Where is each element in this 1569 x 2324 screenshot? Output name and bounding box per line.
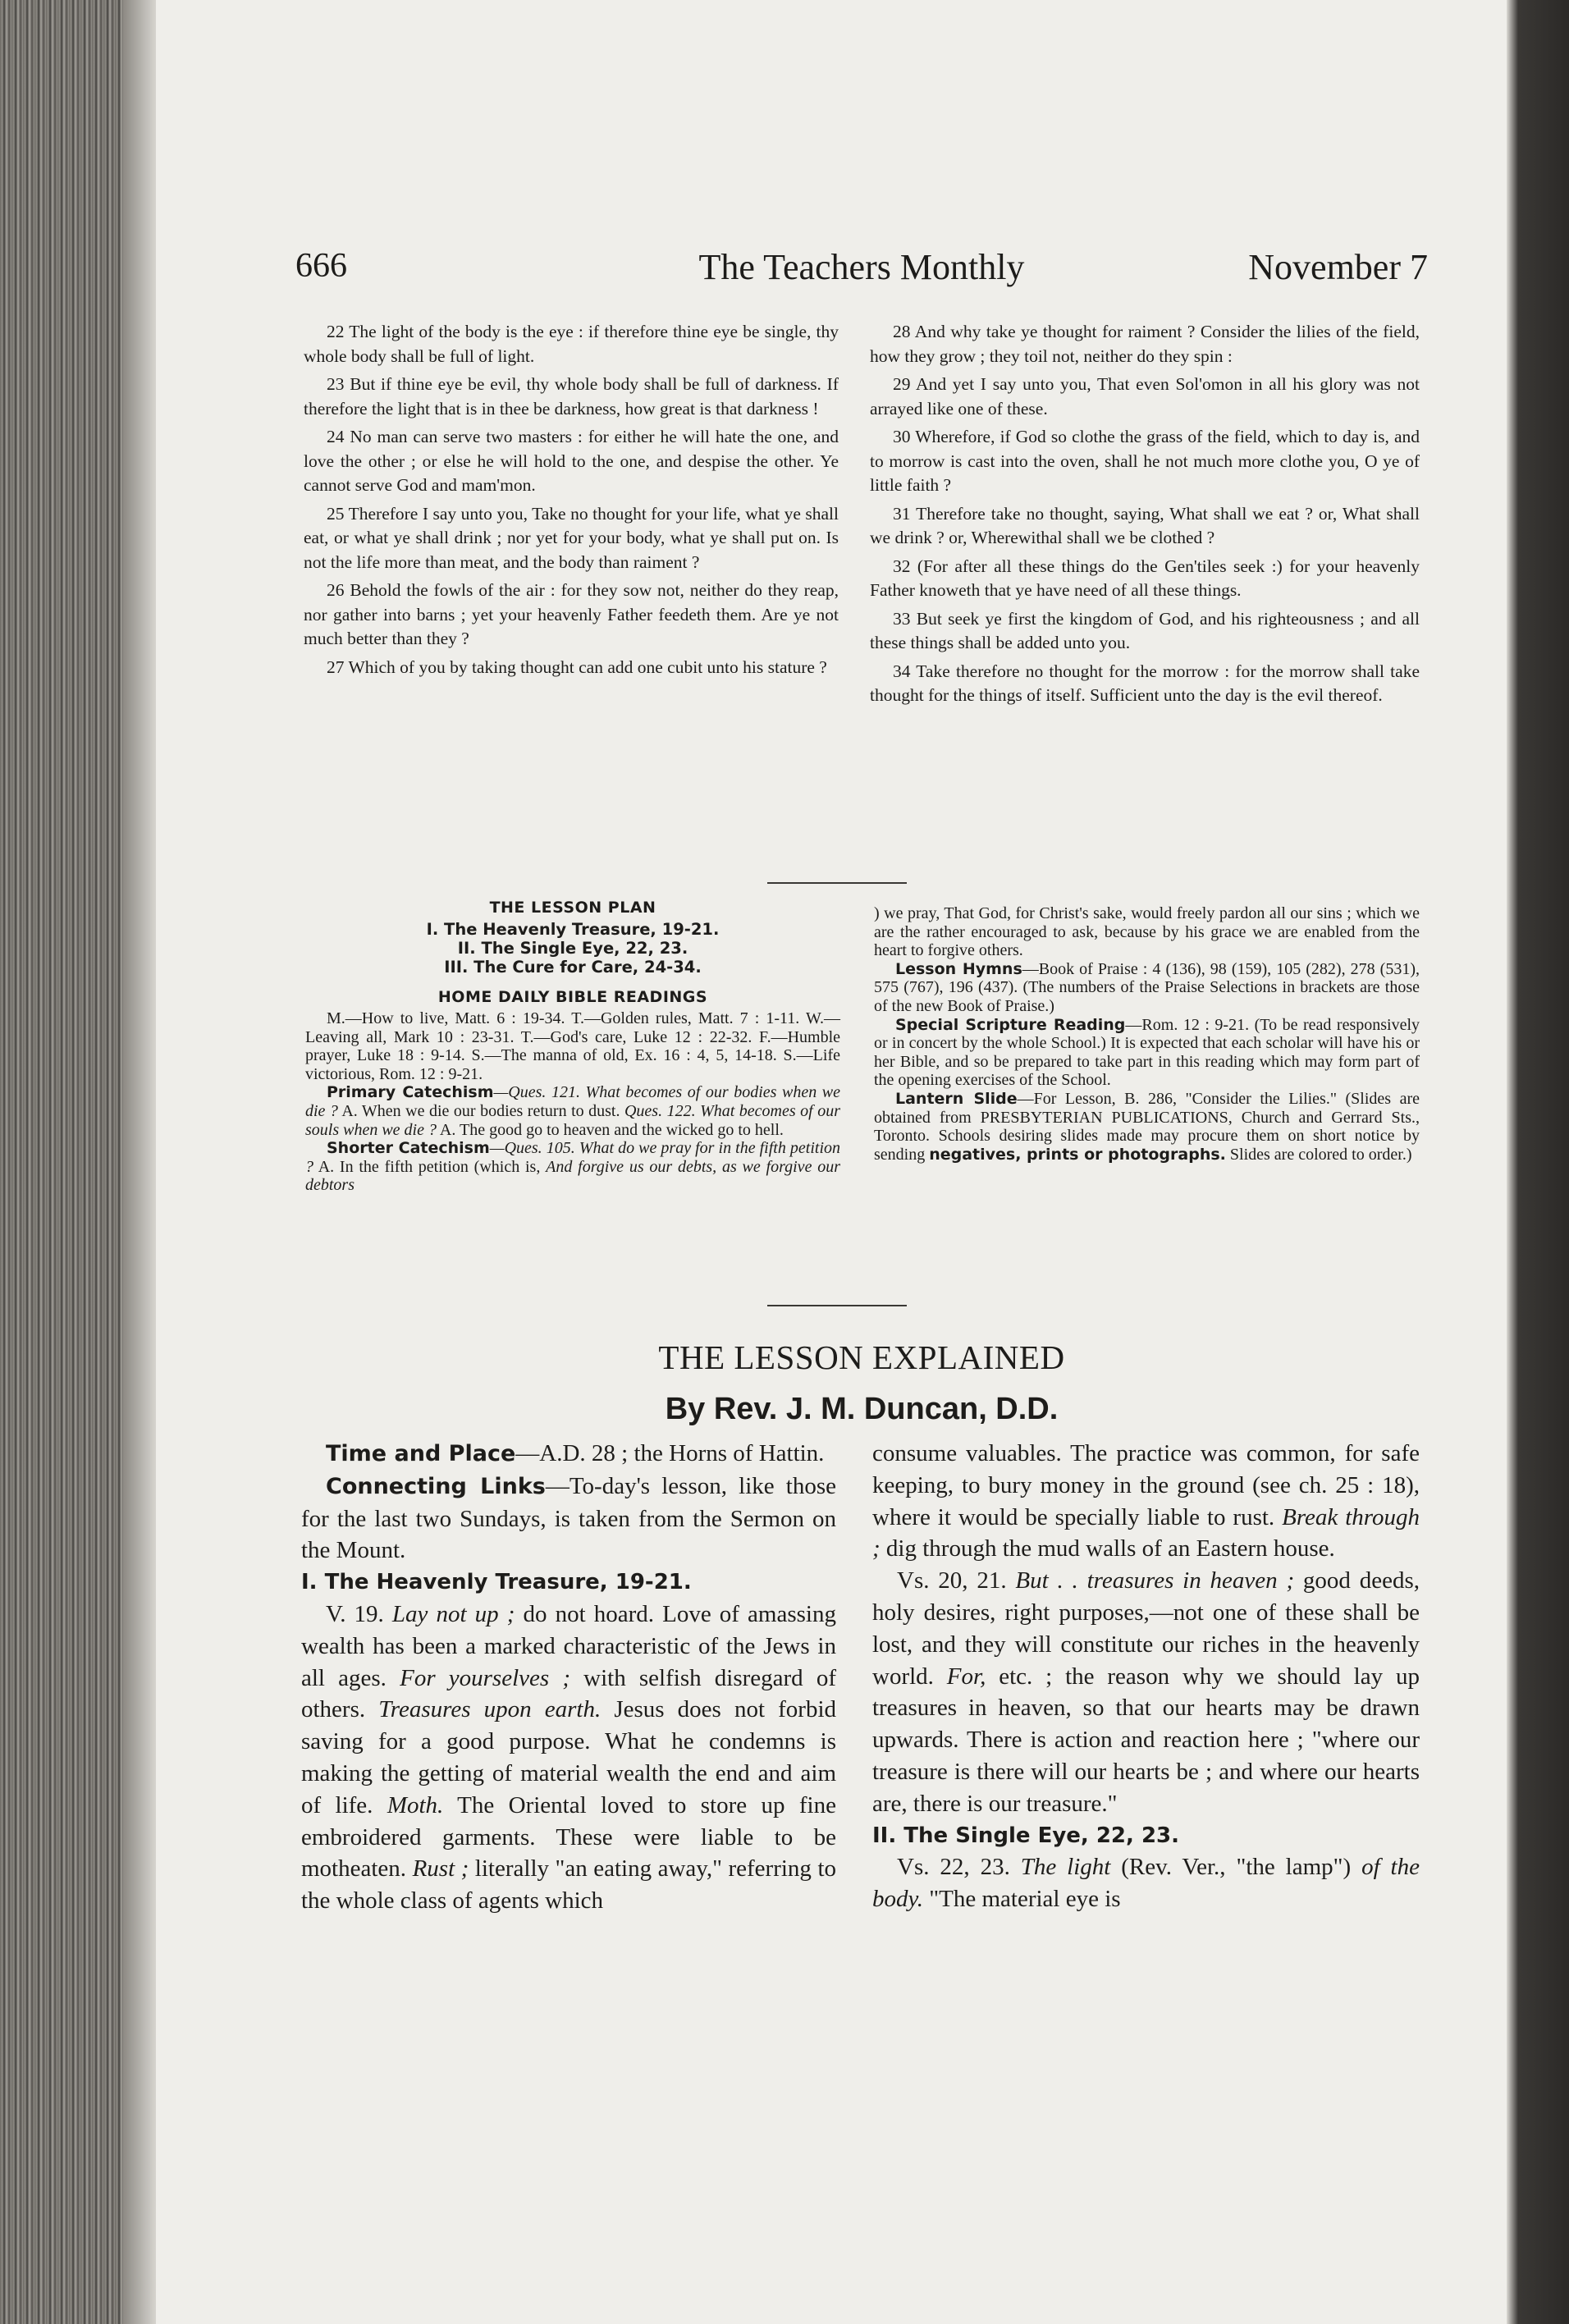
lantern-slide-bold: negatives, prints or photographs.	[929, 1145, 1226, 1164]
v19-quote-2: For yourselves ;	[400, 1664, 570, 1691]
connecting-links-text: —To-day's lesson, like those for the last two Sundays, is taken from the Sermon on the Mount.	[301, 1472, 836, 1564]
lesson-hymns	[874, 960, 1420, 1016]
v19-ref: V. 19.	[326, 1600, 392, 1627]
verse-34: 34 Take therefore no thought for the morrow : for the morrow shall take thought for the things of itself. Sufficient unto the day is the evil thereof.	[870, 661, 1420, 705]
lesson-plan-item-2: II. The Single Eye, 22, 23.	[457, 939, 688, 958]
shorter-catechism-continued: ) we pray, That God, for Christ's sake, would freely pardon all our sins ; which we are the rather encouraged to ask, because by his grace we are enabled from the heart to forgive others.	[874, 904, 1420, 960]
vs2223-quote-1: The light	[1020, 1854, 1111, 1881]
verse-30: 30 Wherefore, if God so clothe the grass of the field, which to day is, and to morrow is cast into the oven, shall he not much more clothe you, O ye of little faith ?	[870, 427, 1420, 495]
explanation-column-left	[301, 1438, 836, 1917]
issue-month: November 7	[1248, 247, 1428, 287]
time-place-text: —A.D. 28 ; the Horns of Hattin.	[515, 1440, 825, 1466]
verse-26: 26 Behold the fowls of the air : for they sow not, neither do they reap, nor gather into barns ; yet your heavenly Father feedeth them. Are ye not much better than they ?	[304, 580, 839, 648]
daily-readings-text: M.—How to live, Matt. 6 : 19-34. T.—Golden rules, Matt. 7 : 1-11. W.—Leaving all, Mark 10 : 23-31. T.—God's care, Luke 12 : 22-32. F.—Humble prayer, Luke 18 : 9-14. S.—The manna of old, Ex. 16 : 4, 5, 14-18. S.—Life victorious, Rom. 12 : 9-21.	[305, 1009, 840, 1083]
vs2223-ref: Vs. 22, 23.	[897, 1854, 1021, 1881]
daily-readings-heading: HOME DAILY BIBLE READINGS	[437, 988, 708, 1006]
v19-text-4: The Oriental loved to store up fine embroidered garments. These were liable to be motheaten.	[301, 1791, 836, 1883]
lesson-explained-author: By Rev. J. M. Duncan, D.D.	[665, 1392, 1059, 1426]
verse-33: 33 But seek ye first the kingdom of God, and his righteousness ; and all these things shall be added unto you.	[870, 608, 1420, 652]
lantern-slide-text-a: —For Lesson, B. 286, "Consider the Lilies." (Slides are obtained from	[874, 1089, 1420, 1127]
vs2021-text-1: good deeds, holy desires, right purposes,—not one of these shall be lost, and they will constitute our riches in the heavenly world.	[872, 1567, 1420, 1690]
scripture-column-right	[870, 320, 1420, 712]
primary-catechism	[305, 1083, 840, 1139]
v19-quote-5: Rust ;	[412, 1855, 469, 1883]
primary-catechism-a2: A. The good go to heaven and the wicked go to hell.	[439, 1120, 784, 1139]
verses-22-23-commentary	[872, 1851, 1420, 1915]
shorter-catechism-a-intro: A. In the fifth petition (which is,	[318, 1157, 541, 1176]
time-and-place	[301, 1438, 836, 1471]
v19-quote-3: Treasures upon earth.	[378, 1696, 602, 1723]
lantern-slide-text-b: , Church and Gerrard Sts., Toronto. Schools desiring slides made may procure them on short notice by sending	[874, 1108, 1420, 1164]
shorter-catechism-q: What do we pray for in the fifth petition ?	[305, 1139, 841, 1176]
vs2223-quote-2: of the body.	[872, 1854, 1420, 1913]
primary-catechism-q1-label: —Ques. 121.	[493, 1083, 580, 1102]
shorter-catechism-a-quote: And forgive us our debts, as we forgive our debtors	[305, 1157, 841, 1195]
section-heading-1: I. The Heavenly Treasure, 19-21.	[301, 1570, 692, 1595]
shorter-catechism	[305, 1139, 840, 1195]
vs2021-quote-2: For,	[946, 1663, 986, 1690]
shorter-catechism-label: Shorter Catechism	[327, 1139, 490, 1158]
verse-22: 22 The light of the body is the eye : if therefore thine eye be single, thy whole body shall be full of light.	[304, 322, 839, 366]
special-scripture-reading	[874, 1016, 1420, 1090]
verse-27: 27 Which of you by taking thought can add one cubit unto his stature ?	[327, 656, 827, 677]
lesson-plan-item-1: I. The Heavenly Treasure, 19-21.	[426, 920, 720, 939]
lesson-plan-column	[305, 899, 840, 1195]
v19-quote-1: Lay not up ;	[391, 1600, 515, 1627]
v19-cont-text-1: consume valuables. The practice was common, for safe keeping, to bury money in the ground (see ch. 25 : 18), where it would be specially liable to rust.	[872, 1440, 1420, 1530]
v19-text-2: with selfish disregard of others.	[301, 1664, 836, 1723]
running-head	[295, 246, 1428, 295]
facing-page-edge	[1507, 0, 1569, 2324]
vs2223-text-2: "The material eye is	[923, 1886, 1121, 1913]
lantern-slide	[874, 1090, 1420, 1164]
primary-catechism-q2-label: Ques. 122.	[624, 1101, 696, 1120]
primary-catechism-q1: What becomes of our bodies when we die ?	[305, 1083, 840, 1120]
book-spine-edge	[0, 0, 123, 2324]
v19-text-1: do not hoard. Love of amassing wealth has been a marked characteristic of the Jews in all ages.	[301, 1600, 836, 1691]
verse-25: 25 Therefore I say unto you, Take no thought for your life, what ye shall eat, or what ye shall drink ; nor yet for your body, what ye shall put on. Is not the life more than meat, and the body than raiment ?	[304, 503, 839, 572]
verse-28: 28 And why take ye thought for raiment ? Consider the lilies of the field, how they grow ; they toil not, neither do they spin :	[870, 322, 1420, 366]
explanation-column-right	[872, 1438, 1420, 1915]
verse-29: 29 And yet I say unto you, That even Sol'omon in all his glory was not arrayed like one of these.	[870, 374, 1420, 419]
lesson-plan-heading: THE LESSON PLAN	[489, 899, 656, 917]
verse-31: 31 Therefore take no thought, saying, What shall we eat ? or, What shall we drink ? or, Wherewithal shall we be clothed ?	[870, 503, 1420, 547]
verse-24: 24 No man can serve two masters : for either he will hate the one, and love the other ; or else he will hold to the one, and despise the other. Ye cannot serve God and mam'mon.	[304, 427, 839, 495]
verse-19-commentary-continued	[872, 1438, 1420, 1565]
lesson-hymns-label: Lesson Hymns	[895, 959, 1022, 978]
special-reading-label: Special Scripture Reading	[895, 1015, 1126, 1034]
scripture-column-left	[304, 320, 839, 684]
lantern-slide-publisher: PRESBYTERIAN PUBLICATIONS	[980, 1108, 1228, 1127]
v19-text-5: literally "an eating away," referring to the whole class of agents which	[301, 1855, 836, 1915]
page-gutter	[123, 0, 156, 2324]
vs2223-text-1: (Rev. Ver., "the lamp")	[1110, 1854, 1362, 1881]
primary-catechism-q2: What becomes of our souls when we die ?	[305, 1101, 840, 1139]
v19-cont-quote: Break through ;	[872, 1503, 1420, 1562]
verses-20-21-commentary	[872, 1565, 1420, 1819]
primary-catechism-a1: A. When we die our bodies return to dust.	[341, 1101, 620, 1120]
verse-23: 23 But if thine eye be evil, thy whole body shall be full of darkness. If therefore the light that is in thee be darkness, how great is that darkness !	[304, 374, 839, 419]
lesson-notes-column	[874, 904, 1420, 1164]
connecting-links-label: Connecting Links	[326, 1473, 546, 1499]
divider-rule	[767, 882, 907, 884]
v19-text-3: Jesus does not forbid saving for a good purpose. What he condemns is making the getting of material wealth the end and aim of life.	[301, 1696, 836, 1818]
primary-catechism-label: Primary Catechism	[327, 1083, 494, 1102]
lesson-explained-title: THE LESSON EXPLAINED	[658, 1338, 1065, 1376]
vs2021-ref: Vs. 20, 21.	[897, 1567, 1016, 1594]
verse-32: 32 (For after all these things do the Gen'tiles seek :) for your heavenly Father knoweth that ye have need of all these things.	[870, 556, 1420, 600]
lantern-slide-label: Lantern Slide	[895, 1089, 1018, 1108]
divider-rule	[767, 1305, 907, 1306]
v19-cont-text-2: dig through the mud walls of an Eastern house.	[880, 1535, 1335, 1562]
shorter-catechism-q-label: —Ques. 105.	[489, 1139, 575, 1158]
special-reading-text: —Rom. 12 : 9-21. (To be read responsively or in concert by the whole School.) It is expected that each scholar will have his or her Bible, and so be prepared to take part in this reading which may form part of the opening exercises of the School.	[874, 1015, 1420, 1090]
connecting-links	[301, 1471, 836, 1567]
time-place-label: Time and Place	[326, 1441, 516, 1466]
page-number: 666	[295, 247, 347, 285]
lantern-slide-text-c: Slides are colored to order.)	[1225, 1145, 1412, 1164]
vs2021-text-2: etc. ; the reason why we should lay up treasures in heaven, so that our hearts may be drawn upwards. There is action and reaction here ; "where our treasure is there will our hearts be ; and where our hearts are, there is our treasure."	[872, 1663, 1420, 1817]
verse-19-commentary	[301, 1599, 836, 1917]
lesson-hymns-text: —Book of Praise : 4 (136), 98 (159), 105 (282), 278 (531), 575 (767), 196 (437). (The numbers of the Praise Selections in brackets are those of the new Book of Praise.)	[874, 959, 1420, 1015]
vs2021-quote-1: But . . treasures in heaven ;	[1015, 1567, 1295, 1594]
journal-title: The Teachers Monthly	[698, 247, 1025, 287]
section-heading-2: II. The Single Eye, 22, 23.	[872, 1823, 1180, 1848]
v19-quote-4: Moth.	[387, 1791, 444, 1818]
lesson-plan-item-3: III. The Cure for Care, 24-34.	[444, 958, 702, 977]
